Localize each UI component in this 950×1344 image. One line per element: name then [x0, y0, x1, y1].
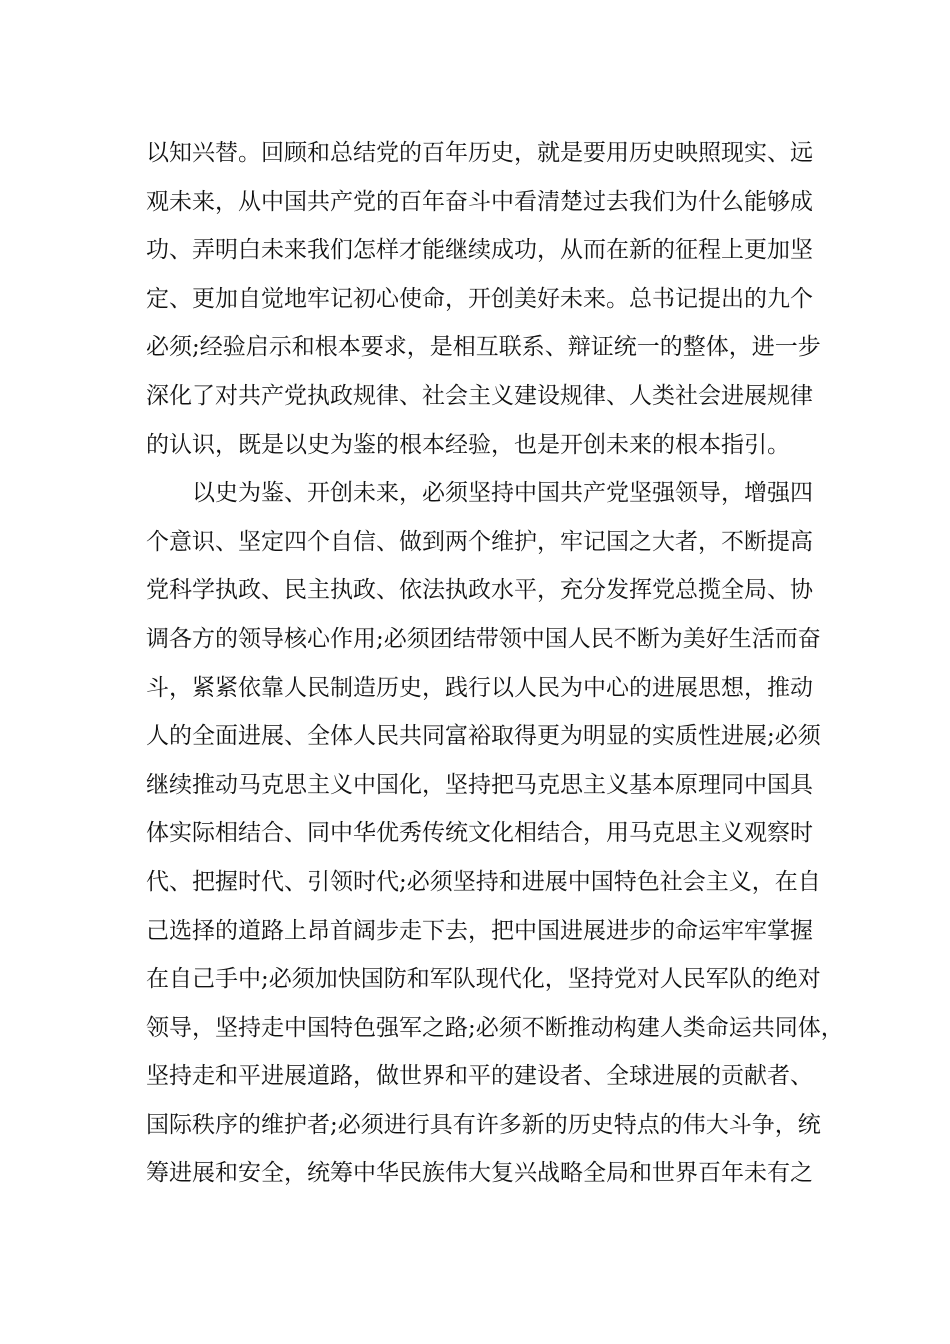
text-line: 深化了对共产党执政规律、社会主义建设规律、人类社会进展规律 [146, 382, 813, 409]
text-line: 在自己手中;必须加快国防和军队现代化，坚持党对人民军队的绝对 [146, 966, 821, 993]
text-line: 国际秩序的维护者;必须进行具有许多新的历史特点的伟大斗争，统 [146, 1111, 821, 1138]
text-line: 继续推动马克思主义中国化，坚持把马克思主义基本原理同中国具 [146, 771, 813, 798]
paragraph-first-line: 以史为鉴、开创未来，必须坚持中国共产党坚强领导，增强四 [146, 480, 813, 507]
text-line: 调各方的领导核心作用;必须团结带领中国人民不断为美好生活而奋 [146, 625, 821, 652]
text-line: 人的全面进展、全体人民共同富裕取得更为明显的实质性进展;必须 [146, 723, 821, 750]
paragraph-end-line: 的认识，既是以史为鉴的根本经验，也是开创未来的根本指引。 [146, 431, 790, 458]
text-line: 体实际相结合、同中华优秀传统文化相结合，用马克思主义观察时 [146, 820, 813, 847]
text-line: 党科学执政、民主执政、依法执政水平，充分发挥党总揽全局、协 [146, 577, 813, 604]
text-line: 观未来，从中国共产党的百年奋斗中看清楚过去我们为什么能够成 [146, 188, 813, 215]
text-line: 功、弄明白未来我们怎样才能继续成功，从而在新的征程上更加坚 [146, 237, 813, 264]
text-line: 斗，紧紧依靠人民制造历史，践行以人民为中心的进展思想，推动 [146, 674, 813, 701]
text-line: 必须;经验启示和根本要求，是相互联系、辩证统一的整体，进一步 [146, 334, 821, 361]
text-line: 筹进展和安全，统筹中华民族伟大复兴战略全局和世界百年未有之 [146, 1160, 813, 1187]
text-line: 坚持走和平进展道路，做世界和平的建设者、全球进展的贡献者、 [146, 1063, 813, 1090]
text-line: 己选择的道路上昂首阔步走下去，把中国进展进步的命运牢牢掌握 [146, 917, 813, 944]
text-line: 个意识、坚定四个自信、做到两个维护，牢记国之大者，不断提高 [146, 528, 813, 555]
body-text [146, 129, 844, 1198]
text-line: 定、更加自觉地牢记初心使命，开创美好未来。总书记提出的九个 [146, 285, 813, 312]
text-line: 代、把握时代、引领时代;必须坚持和进展中国特色社会主义，在自 [146, 868, 821, 895]
text-line: 以知兴替。回顾和总结党的百年历史，就是要用历史映照现实、远 [146, 140, 813, 166]
text-line: 领导，坚持走中国特色强军之路;必须不断推动构建人类命运共同体， [146, 1014, 844, 1041]
